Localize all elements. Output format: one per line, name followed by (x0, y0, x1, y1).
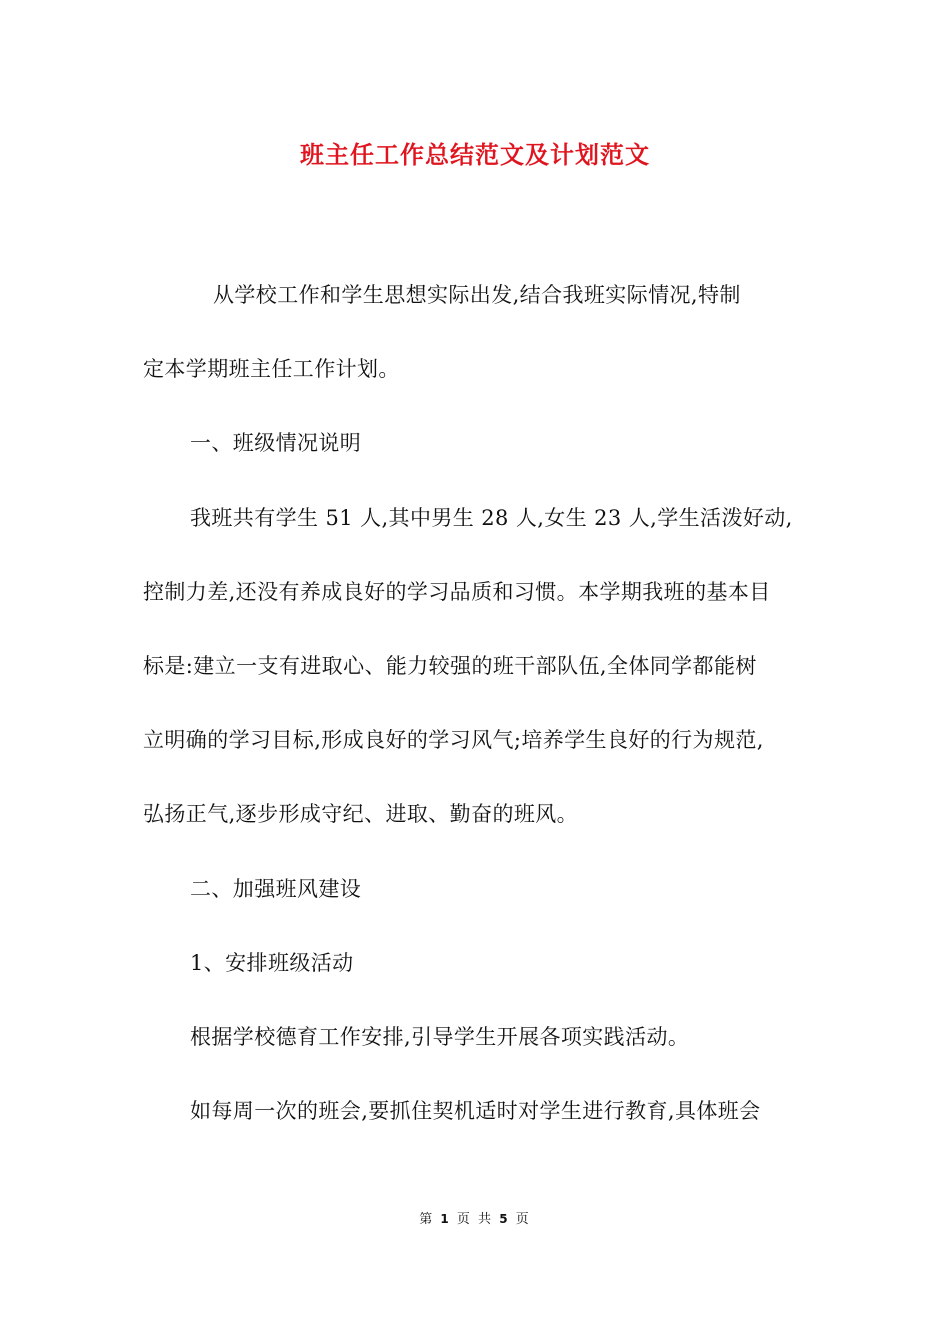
paragraph-line: 如每周一次的班会,要抓住契机适时对学生进行教育,具体班会 (190, 1099, 761, 1123)
paragraph-line: 从学校工作和学生思想实际出发,结合我班实际情况,特制 (213, 283, 741, 307)
footer-total-pages: 5 (499, 1212, 510, 1226)
section-heading: 二、加强班风建设 (190, 877, 362, 901)
paragraph-line: 定本学期班主任工作计划。 (143, 357, 400, 381)
paragraph-line: 标是:建立一支有进取心、能力较强的班干部队伍,全体同学都能树 (143, 654, 757, 678)
document-title: 班主任工作总结范文及计划范文 (300, 140, 650, 169)
paragraph-line: 根据学校德育工作安排,引导学生开展各项实践活动。 (190, 1025, 690, 1049)
footer-suffix: 页 (515, 1212, 531, 1227)
subsection-heading: 1、安排班级活动 (190, 951, 354, 975)
paragraph-line: 我班共有学生 51 人,其中男生 28 人,女生 23 人,学生活泼好动, (190, 506, 793, 530)
footer-prefix: 第 (419, 1212, 435, 1227)
footer-middle: 页 共 (456, 1212, 494, 1227)
page-footer (0, 1208, 950, 1227)
footer-page-number: 1 (440, 1212, 451, 1226)
paragraph-line: 弘扬正气,逐步形成守纪、进取、勤奋的班风。 (143, 802, 579, 826)
paragraph-line: 控制力差,还没有养成良好的学习品质和习惯。本学期我班的基本目 (143, 580, 771, 604)
paragraph-line: 立明确的学习目标,形成良好的学习风气;培养学生良好的行为规范, (143, 728, 764, 752)
section-heading: 一、班级情况说明 (190, 431, 362, 455)
